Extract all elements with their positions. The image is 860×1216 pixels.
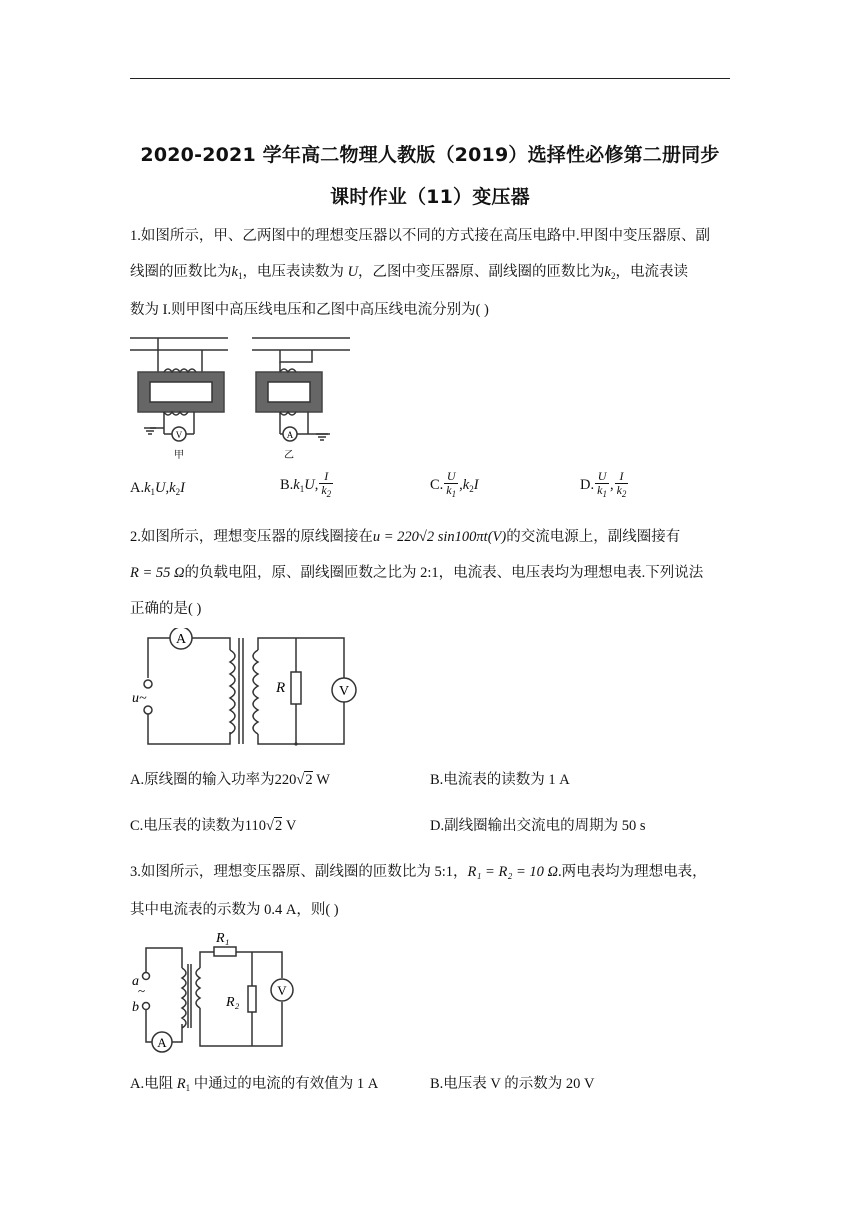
q2-option-d: D.副线圈输出交流电的周期为 50 s: [430, 818, 646, 834]
q1-fig-label-a: 甲: [174, 450, 184, 461]
q1-option-c: C. $\frac{U}{k_1}$ $,k_2I$: [430, 469, 479, 499]
page-title-line1: 2020-2021 学年高二物理人教版（2019）选择性必修第二册同步: [140, 144, 720, 166]
q1-figure: [130, 330, 350, 465]
q1-option-b: $B.k_1U$, $\frac{I}{k_2}$: [280, 469, 332, 499]
q1-fig-label-b: 乙: [284, 450, 294, 461]
header-rule: [130, 78, 730, 79]
q3-ammeter-label: A: [157, 1035, 167, 1050]
q3-line1: 3.如图所示，理想变压器原、副线圈的匝数比为 5:1，R₁ = R₂ = 10 Ω.两电表均为理想电表，: [130, 864, 707, 880]
q1-option-a: $A.k_1U,k_2I$: [130, 480, 185, 497]
q3-terminal-a-label: a: [132, 974, 139, 989]
q2-line1: 2.如图所示，理想变压器的原线圈接在u = 220√2 sin100πt(V)的交流电源上，副线圈接有: [130, 529, 681, 545]
q2-option-a: A.原线圈的输入功率为220√2 W: [130, 772, 330, 788]
q3-r1-label: R₁: [216, 931, 230, 946]
q1-line1: 1.如图所示，甲、乙两图中的理想变压器以不同的方式接在高压电路中.甲图中变压器原、副: [130, 228, 710, 244]
q2-ammeter-label: A: [175, 632, 187, 647]
q1-line2: 线圈的匝数比为$k_1$，电压表读数为 U，乙图中变压器原、副线圈的匝数比为$k_2$，电流表读: [130, 264, 688, 281]
q1-option-d: D. $\frac{U}{k_1}$ , $\frac{I}{k_2}$: [580, 469, 627, 499]
q3-terminal-b-label: b: [132, 1000, 139, 1015]
q2-circuit-figure: [130, 628, 360, 752]
q2-voltmeter-label: V: [338, 684, 350, 699]
q2-line2: R = 55 Ω的负载电阻，原、副线圈匝数之比为 2:1，电流表、电压表均为理想电表.下列说法: [130, 565, 704, 581]
q2-option-b: B.电流表的读数为 1 A: [430, 772, 570, 788]
q2-line3: 正确的是( ): [130, 601, 202, 617]
q3-ac-symbol: ~: [138, 983, 146, 998]
q3-option-a: A.电阻 $R_1$ 中通过的电流的有效值为 1 A: [130, 1076, 379, 1093]
q3-r2-label: R₂: [226, 995, 240, 1010]
q2-option-c: C.电压表的读数为110√2 V: [130, 818, 297, 834]
q1-ammeter-label: A: [286, 430, 294, 440]
q2-source-label: u~: [132, 691, 147, 706]
q3-circuit-figure: [130, 928, 310, 1060]
q1-voltmeter-label: V: [175, 430, 183, 440]
q2-resistor-label: R: [276, 680, 286, 696]
q3-option-b: B.电压表 V 的示数为 20 V: [430, 1076, 595, 1092]
q3-line2: 其中电流表的示数为 0.4 A，则( ): [130, 902, 339, 918]
q3-voltmeter-label: V: [277, 983, 287, 998]
q1-line3: 数为 I.则甲图中高压线电压和乙图中高压线电流分别为( ): [130, 302, 489, 318]
page-title-line2: 课时作业（11）变压器: [330, 186, 530, 208]
